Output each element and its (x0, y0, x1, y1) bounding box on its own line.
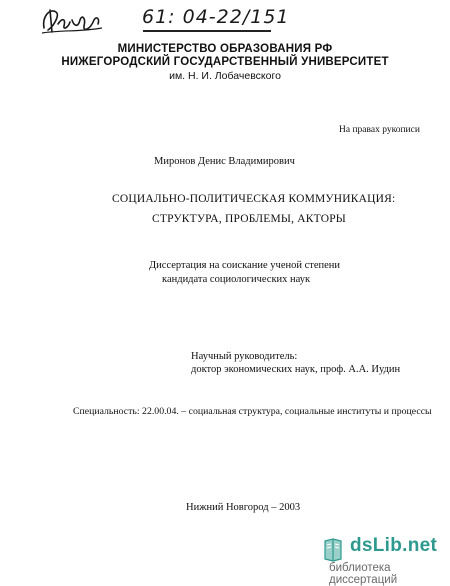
specialty-line: Специальность: 22.00.04. – социальная структура, социальные институты и процессы (73, 406, 432, 417)
signature (40, 6, 106, 36)
watermark-logo[interactable]: dsLib.net (350, 535, 438, 556)
watermark-tagline: библиотека диссертаций (329, 562, 398, 586)
dissertation-title-line1: СОЦИАЛЬНО-ПОЛИТИЧЕСКАЯ КОММУНИКАЦИЯ: (112, 193, 396, 205)
rights-note: На правах рукописи (339, 125, 420, 135)
author-name: Миронов Денис Владимирович (154, 156, 295, 167)
supervisor-label: Научный руководитель: (191, 351, 298, 362)
dissertation-title-line2: СТРУКТУРА, ПРОБЛЕМЫ, АКТОРЫ (152, 213, 347, 225)
archive-underline (143, 30, 271, 32)
archive-number: 61: 04-22/151 (142, 6, 290, 28)
book-icon (322, 537, 344, 563)
degree-line2: кандидата социологических наук (162, 274, 311, 285)
supervisor-name: доктор экономических наук, проф. А.А. Иудин (191, 364, 401, 375)
degree-line1: Диссертация на соискание ученой степени (149, 260, 341, 271)
university-heading: НИЖЕГОРОДСКИЙ ГОСУДАРСТВЕННЫЙ УНИВЕРСИТЕТ (61, 56, 389, 68)
ministry-heading: МИНИСТЕРСТВО ОБРАЗОВАНИЯ РФ (117, 43, 333, 55)
university-named-after: им. Н. И. Лобачевского (169, 70, 281, 82)
place-year: Нижний Новгород – 2003 (186, 502, 301, 513)
